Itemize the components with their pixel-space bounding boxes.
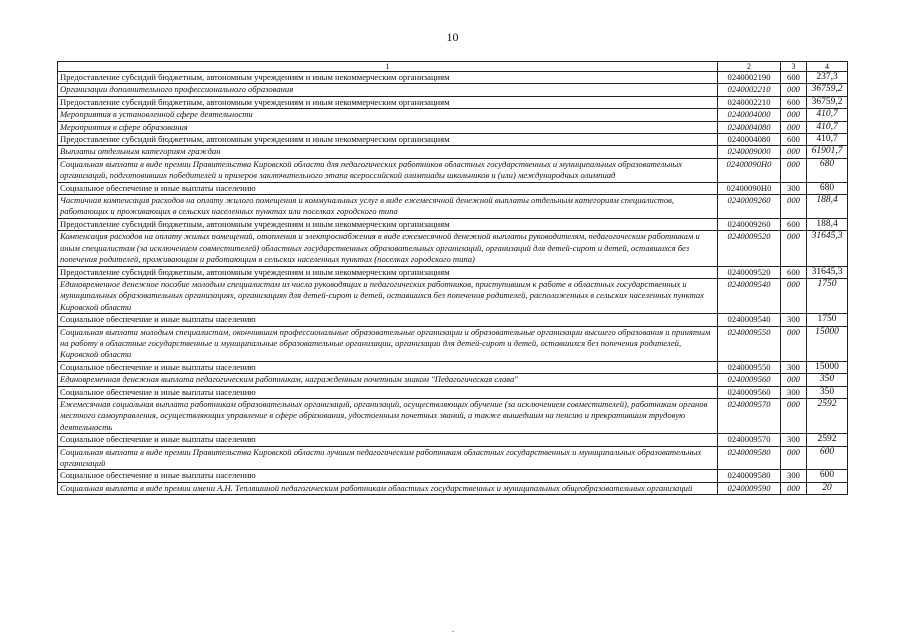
- row-name-cell: Социальное обеспечение и иные выплаты населению: [58, 361, 718, 373]
- row-code-cell: 0240009570: [718, 434, 781, 446]
- header-col-4: 4: [807, 62, 848, 72]
- row-sum-cell: 600: [807, 446, 848, 470]
- table-row: [58, 278, 848, 313]
- row-type-cell: 000: [781, 374, 807, 386]
- row-name-cell: Предоставление субсидий бюджетным, автономным учреждениям и иным некоммерческим организациям: [58, 218, 718, 230]
- table-row: [58, 158, 848, 182]
- row-type-cell: 300: [781, 361, 807, 373]
- row-name-cell: Социальное обеспечение и иные выплаты населению: [58, 386, 718, 398]
- row-sum-cell: 188,4: [807, 195, 848, 219]
- row-sum-cell: 15000: [807, 326, 848, 361]
- row-type-cell: 300: [781, 386, 807, 398]
- row-sum-cell: 188,4: [807, 218, 848, 230]
- row-type-cell: 000: [781, 109, 807, 121]
- row-code-cell: 0240009520: [718, 231, 781, 266]
- row-type-cell: 000: [781, 121, 807, 133]
- table-row: [58, 231, 848, 266]
- row-type-cell: 300: [781, 470, 807, 482]
- row-type-cell: 600: [781, 96, 807, 108]
- row-type-cell: 000: [781, 398, 807, 433]
- table-row: [58, 134, 848, 146]
- table-row: [58, 109, 848, 121]
- table-row: [58, 96, 848, 108]
- page-bottom-mark: .: [452, 625, 454, 634]
- row-name-cell: Единовременная денежная выплата педагогическим работникам, награжденным почетным знаком "Педагогическая слава": [58, 374, 718, 386]
- row-sum-cell: 61901,7: [807, 146, 848, 158]
- row-name-cell: Социальное обеспечение и иные выплаты населению: [58, 314, 718, 326]
- table-row: [58, 266, 848, 278]
- row-code-cell: 0240009590: [718, 482, 781, 494]
- row-sum-cell: 410,7: [807, 109, 848, 121]
- page-number: 10: [446, 30, 459, 44]
- row-sum-cell: 350: [807, 374, 848, 386]
- row-type-cell: 000: [781, 326, 807, 361]
- row-code-cell: 0240004080: [718, 121, 781, 133]
- row-name-cell: Частичная компенсация расходов на оплату жилого помещения и коммунальных услуг в виде ежемесячной денежной выплаты отдельным категориям специалистов, работающих и проживающих в сельских населенных пунктах или поселках городского типа: [58, 195, 718, 219]
- row-sum-cell: 237,3: [807, 72, 848, 84]
- table-row: [58, 182, 848, 194]
- row-sum-cell: 31645,3: [807, 231, 848, 266]
- row-type-cell: 300: [781, 314, 807, 326]
- table-body: [58, 72, 848, 495]
- row-type-cell: 300: [781, 434, 807, 446]
- row-sum-cell: 600: [807, 470, 848, 482]
- row-code-cell: 0240002210: [718, 84, 781, 96]
- row-code-cell: 0240004000: [718, 109, 781, 121]
- row-type-cell: 000: [781, 158, 807, 182]
- row-code-cell: 0240009580: [718, 470, 781, 482]
- row-code-cell: 0240009550: [718, 361, 781, 373]
- row-name-cell: Предоставление субсидий бюджетным, автономным учреждениям и иным некоммерческим организациям: [58, 96, 718, 108]
- row-code-cell: 0240009540: [718, 278, 781, 313]
- row-code-cell: 0240009570: [718, 398, 781, 433]
- table-row: [58, 470, 848, 482]
- row-sum-cell: 31645,3: [807, 266, 848, 278]
- row-name-cell: Организации дополнительного профессионального образования: [58, 84, 718, 96]
- row-name-cell: Компенсация расходов на оплату жилых помещений, отопления и электроснабжения в виде ежемесячной денежной выплаты руководителям, педагогическим работникам и иным специалистам (за исключением совместителей) областных государственных образовательных организаций, организаций для детей-сирот и детей, оставшихся без попечения родителей, проживающим и работающим в сельских населенных пунктах (поселках городского типа): [58, 231, 718, 266]
- row-sum-cell: 1750: [807, 278, 848, 313]
- table-row: [58, 482, 848, 494]
- header-col-1: 1: [58, 62, 718, 72]
- row-sum-cell: 2592: [807, 434, 848, 446]
- row-code-cell: 0240009560: [718, 374, 781, 386]
- table-row: [58, 398, 848, 433]
- row-code-cell: 0240002210: [718, 96, 781, 108]
- row-name-cell: Социальная выплата в виде премии Правительства Кировской области лучшим педагогическим работникам областных государственных и муниципальных образовательных организаций: [58, 446, 718, 470]
- row-type-cell: 000: [781, 482, 807, 494]
- row-sum-cell: 2592: [807, 398, 848, 433]
- row-type-cell: 600: [781, 72, 807, 84]
- table-row: [58, 72, 848, 84]
- row-name-cell: Социальная выплата молодым специалистам, окончившим профессиональные образовательные организации и образовательные организации высшего образования и принятым на работу в областные государственные и муниципальные образовательные организации, организации для детей-сирот и детей, оставшихся без попечения родителей, Кировской области: [58, 326, 718, 361]
- row-name-cell: Предоставление субсидий бюджетным, автономным учреждениям и иным некоммерческим организациям: [58, 266, 718, 278]
- table-row: [58, 146, 848, 158]
- table-row: [58, 195, 848, 219]
- row-sum-cell: 680: [807, 158, 848, 182]
- row-code-cell: 0240009000: [718, 146, 781, 158]
- row-sum-cell: 36759,2: [807, 96, 848, 108]
- row-sum-cell: 350: [807, 386, 848, 398]
- row-code-cell: 0240009550: [718, 326, 781, 361]
- row-name-cell: Ежемесячная социальная выплата работникам образовательных организаций, организаций, осуществляющих обучение (за исключением совместителей), работникам органов местного самоуправления, осуществляющих управление в сфере образования, удостоенным почетных званий, а также вышедшим на пенсию и прекратившим трудовую деятельность: [58, 398, 718, 433]
- row-sum-cell: 20: [807, 482, 848, 494]
- row-code-cell: 0240004080: [718, 134, 781, 146]
- row-code-cell: 02400090Н0: [718, 182, 781, 194]
- row-type-cell: 000: [781, 195, 807, 219]
- row-type-cell: 600: [781, 218, 807, 230]
- row-type-cell: 000: [781, 84, 807, 96]
- row-code-cell: 0240009580: [718, 446, 781, 470]
- budget-table: [57, 61, 848, 495]
- table-row: [58, 374, 848, 386]
- row-code-cell: 0240009520: [718, 266, 781, 278]
- table-row: [58, 218, 848, 230]
- row-sum-cell: 36759,2: [807, 84, 848, 96]
- table-row: [58, 434, 848, 446]
- row-sum-cell: 410,7: [807, 134, 848, 146]
- header-col-3: 3: [781, 62, 807, 72]
- row-type-cell: 000: [781, 146, 807, 158]
- table-row: [58, 386, 848, 398]
- row-name-cell: Мероприятия в установленной сфере деятельности: [58, 109, 718, 121]
- row-sum-cell: 15000: [807, 361, 848, 373]
- row-name-cell: Предоставление субсидий бюджетным, автономным учреждениям и иным некоммерческим организациям: [58, 72, 718, 84]
- row-name-cell: Социальная выплата в виде премии Правительства Кировской области для педагогических работников областных государственных и муниципальных образовательных организаций, подготовивших победителей и призеров заключительного этапа всероссийской олимпиады школьников и (или) международных олимпиад: [58, 158, 718, 182]
- row-code-cell: 0240009260: [718, 218, 781, 230]
- table-row: [58, 446, 848, 470]
- row-code-cell: 0240009260: [718, 195, 781, 219]
- row-type-cell: 300: [781, 182, 807, 194]
- row-type-cell: 600: [781, 266, 807, 278]
- row-sum-cell: 1750: [807, 314, 848, 326]
- table-row: [58, 84, 848, 96]
- row-name-cell: Выплаты отдельным категориям граждан: [58, 146, 718, 158]
- row-name-cell: Социальное обеспечение и иные выплаты населению: [58, 434, 718, 446]
- row-name-cell: Единовременное денежное пособие молодым специалистам из числа руководящих и педагогических работников, приступившим к работе в областных государственных и муниципальных образовательных организациях, организациях для детей-сирот и детей, оставшихся без попечения родителей, расположенных в сельских населенных пунктах Кировской области: [58, 278, 718, 313]
- row-type-cell: 600: [781, 134, 807, 146]
- row-code-cell: 02400090Н0: [718, 158, 781, 182]
- table-row: [58, 121, 848, 133]
- row-name-cell: Социальная выплата в виде премии имени А.Н. Тепляшиной педагогическим работникам областных государственных и муниципальных общеобразовательных организаций: [58, 482, 718, 494]
- row-sum-cell: 410,7: [807, 121, 848, 133]
- header-row: [58, 62, 848, 72]
- row-sum-cell: 680: [807, 182, 848, 194]
- table-row: [58, 361, 848, 373]
- row-code-cell: 0240009540: [718, 314, 781, 326]
- row-code-cell: 0240002190: [718, 72, 781, 84]
- row-name-cell: Мероприятия в сфере образования: [58, 121, 718, 133]
- table-row: [58, 326, 848, 361]
- header-col-2: 2: [718, 62, 781, 72]
- row-code-cell: 0240009560: [718, 386, 781, 398]
- table-row: [58, 314, 848, 326]
- row-type-cell: 000: [781, 446, 807, 470]
- row-name-cell: Социальное обеспечение и иные выплаты населению: [58, 182, 718, 194]
- row-type-cell: 000: [781, 278, 807, 313]
- row-type-cell: 000: [781, 231, 807, 266]
- row-name-cell: Социальное обеспечение и иные выплаты населению: [58, 470, 718, 482]
- row-name-cell: Предоставление субсидий бюджетным, автономным учреждениям и иным некоммерческим организациям: [58, 134, 718, 146]
